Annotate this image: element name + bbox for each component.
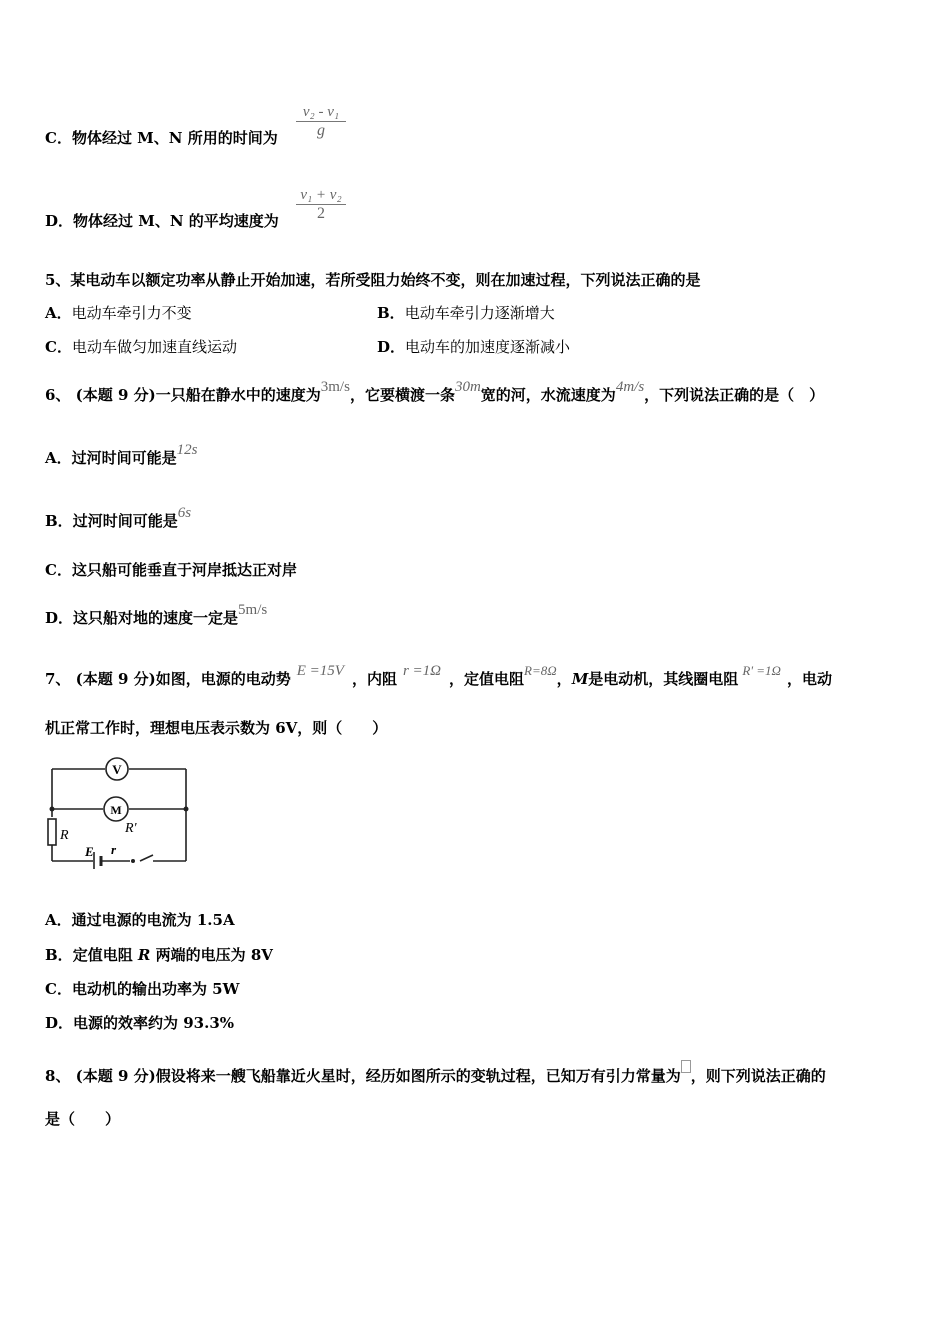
option-text: 物体经过 M、N 所用的时间为 bbox=[71, 129, 278, 147]
stem-text: 7、 (本题 9 分)如图，电源的电动势 bbox=[45, 670, 291, 688]
q4-option-c bbox=[45, 128, 278, 148]
stem-text: 宽的河，水流速度为 bbox=[480, 386, 616, 404]
stem-text: ，内阻 bbox=[351, 670, 397, 688]
option-label: D． bbox=[45, 609, 74, 627]
option-symbol: R bbox=[137, 946, 151, 964]
q6-option-a bbox=[45, 442, 198, 469]
stem-text: ，它要横渡一条 bbox=[349, 386, 455, 404]
stem-text: 是电动机，其线圈电阻 bbox=[588, 670, 739, 688]
circuit-diagram bbox=[45, 757, 195, 869]
stem-text: ，电动 bbox=[786, 670, 832, 688]
internal-resistance: r =1Ω bbox=[402, 663, 442, 679]
q6-stem bbox=[45, 379, 825, 406]
option-label: B． bbox=[377, 304, 405, 322]
q6-option-b bbox=[45, 505, 192, 532]
q5-option-b bbox=[377, 303, 555, 323]
river-width: 30m bbox=[454, 379, 481, 395]
stem-text: ，下列说法正确的是（ ） bbox=[644, 386, 825, 404]
option-label: A． bbox=[45, 911, 72, 929]
option-text: 电动机的输出功率为 5W bbox=[71, 980, 240, 998]
option-label: A． bbox=[45, 449, 72, 467]
fraction-numerator: v₂ - v₁ bbox=[296, 104, 346, 122]
q7-stem bbox=[45, 663, 832, 690]
coil-resistance-label: R' bbox=[125, 821, 137, 836]
option-math: 12s bbox=[176, 442, 198, 458]
option-text: 电动车做匀加速直线运动 bbox=[71, 338, 237, 356]
q7-option-a bbox=[45, 910, 235, 930]
option-label: B． bbox=[45, 946, 73, 964]
boat-speed: 3m/s bbox=[320, 379, 350, 395]
q7-stem-line2: 机正常工作时，理想电压表示数为 6V，则（ ） bbox=[45, 719, 388, 737]
fraction-denominator: g bbox=[317, 122, 325, 139]
option-text: 电动车牵引力不变 bbox=[71, 304, 192, 322]
option-text: 过河时间可能是 bbox=[72, 512, 178, 530]
resistor-label: R bbox=[60, 828, 69, 843]
option-text: 这只船对地的速度一定是 bbox=[73, 609, 239, 627]
q8-stem bbox=[45, 1060, 826, 1086]
option-label: D． bbox=[377, 338, 406, 356]
q4-option-d bbox=[45, 211, 279, 231]
option-text: 电动车牵引力逐渐增大 bbox=[404, 304, 555, 322]
voltmeter-label: V bbox=[112, 762, 122, 777]
q5-option-a bbox=[45, 303, 192, 323]
option-text: 通过电源的电流为 1.5A bbox=[71, 911, 235, 929]
option-label: A． bbox=[45, 304, 72, 322]
q5-stem: 5、某电动车以额定功率从静止开始加速，若所受阻力始终不变，则在加速过程，下列说法正确的是 bbox=[45, 271, 701, 289]
fraction-denominator: 2 bbox=[317, 205, 325, 222]
time-fraction bbox=[296, 104, 346, 140]
option-math: 6s bbox=[177, 505, 192, 521]
q5-option-c bbox=[45, 337, 237, 357]
junction-dot bbox=[50, 807, 55, 812]
water-speed: 4m/s bbox=[615, 379, 645, 395]
stem-text: ， bbox=[556, 670, 572, 688]
switch-contact bbox=[131, 859, 135, 863]
stem-text: 6、 (本题 9 分)一只船在静水中的速度为 bbox=[45, 386, 321, 404]
coil-resistance: R' =1Ω bbox=[742, 663, 781, 678]
emf-value: E =15V bbox=[296, 663, 344, 679]
option-label: D． bbox=[45, 1014, 74, 1032]
emf-label: E bbox=[85, 844, 94, 859]
option-text: 两端的电压为 8V bbox=[150, 946, 273, 964]
stem-text: ，定值电阻 bbox=[449, 670, 525, 688]
fraction-numerator: v₁ + v₂ bbox=[296, 187, 346, 205]
resistor-symbol bbox=[48, 819, 56, 845]
option-text: 定值电阻 bbox=[72, 946, 138, 964]
motor-label: M bbox=[110, 803, 122, 817]
option-label: B． bbox=[45, 512, 73, 530]
option-label: C． bbox=[45, 561, 72, 579]
q8-stem-line2: 是（ ） bbox=[45, 1110, 121, 1128]
option-label: C． bbox=[45, 980, 72, 998]
q7-option-c bbox=[45, 979, 239, 999]
option-label: C． bbox=[45, 129, 72, 147]
q7-option-d bbox=[45, 1013, 234, 1033]
stem-text: ，则下列说法正确的 bbox=[690, 1067, 826, 1085]
internal-resistance-label: r bbox=[111, 842, 117, 857]
resistor-value: R=8Ω bbox=[524, 663, 557, 678]
q5-option-d bbox=[377, 337, 570, 357]
option-text: 过河时间可能是 bbox=[71, 449, 177, 467]
missing-symbol-icon bbox=[681, 1060, 691, 1073]
option-label: D． bbox=[45, 212, 74, 230]
option-text: 电动车的加速度逐渐减小 bbox=[405, 338, 571, 356]
junction-dot bbox=[184, 807, 189, 812]
q6-option-c bbox=[45, 560, 297, 580]
motor-symbol: M bbox=[571, 670, 589, 688]
q6-option-d bbox=[45, 602, 268, 629]
option-label: C． bbox=[45, 338, 72, 356]
option-math: 5m/s bbox=[238, 602, 268, 618]
avg-velocity-fraction bbox=[296, 187, 346, 223]
stem-text: 8、 (本题 9 分)假设将来一艘飞船靠近火星时，经历如图所示的变轨过程，已知万有引力常量为 bbox=[45, 1067, 681, 1085]
option-text: 电源的效率约为 93.3% bbox=[73, 1014, 235, 1032]
q7-option-b bbox=[45, 945, 273, 965]
option-text: 这只船可能垂直于河岸抵达正对岸 bbox=[71, 561, 297, 579]
option-text: 物体经过 M、N 的平均速度为 bbox=[73, 212, 279, 230]
